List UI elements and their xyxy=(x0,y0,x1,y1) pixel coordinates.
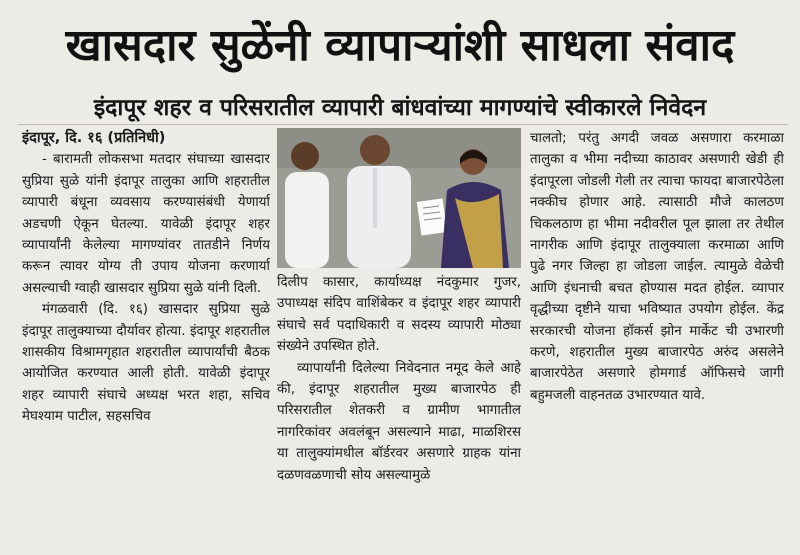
dateline: इंदापूर, दि. १६ (प्रतिनिधी) xyxy=(22,130,166,146)
paragraph-1: - बारामती लोकसभा मतदार संघाच्या खासदार सुप्रिया सुळे यांनी इंदापूर तालुका आणि शहरातील व्यापारी बंधूना व्यवसाय करण्यासंबंधी येणार्या अडचणी ऐकून घेतल्या. यावेळी इंदापूर शहर व्यापार्यांनी केलेल्या मागण्यांवर तातडीने निर्णय करून त्यावर योग्य ती उपाय योजना करणार्या असल्याची ग्वाही खासदार सुप्रिया सुळे यांनी दिली. xyxy=(22,152,270,296)
paragraph-4: व्यापार्यांनी दिलेल्या निवेदनात नमूद केले आहे की, इंदापूर शहरातील मुख्य बाजारपेठ ही परिसरातील शेतकरी व ग्रामीण भागातील नागरिकांवर अवलंबून असल्याने माढा, माळशिरस या तालुक्यांमधील बॉर्डरवर असणारे ग्राहक यांना दळणवळणाची सोय असल्यामुळे xyxy=(277,360,521,483)
column-1 xyxy=(22,128,270,553)
news-photo xyxy=(277,128,521,268)
column-2 xyxy=(277,272,521,553)
paragraph-5: चालतो; परंतु अगदी जवळ असणारा करमाळा तालुका व भीमा नदीच्या काठावर असणारी खेडी ही इंदापूरला जोडली गेली तर त्याचा फायदा बाजारपेठेला नक्कीच होणार आहे. त्यासाठी मौजे कालठण चिकलठाण हा भीमा नदीवरील पूल झाला तर तेथील नागरीक आणि इंदापूर तालुक्याला करमाळा आणि पुढे नगर जिल्हा हा जोडला जाईल. त्यामुळे वेळेची आणि इंधनाची बचत होण्यास मदत होईल. व्यापार वृद्धीच्या दृष्टीने याचा भविष्यात उपयोग होईल. केंद्र सरकारची योजना हॉकर्स झोन मार्केट ची उभारणी करणे, शहरातील मुख्य बाजारपेठ अरुंद असलेने बाजारपेठेत असणारे होमगार्ड ऑफिसचे जागी बहुमजली वाहनतळ उभारण्यात यावे. xyxy=(530,131,784,403)
dateline-para xyxy=(22,128,270,149)
headline: खासदार सुळेंनी व्यापाऱ्यांशी साधला संवाद xyxy=(65,20,735,71)
paragraph-3: दिलीप कासार, कार्याध्यक्ष नंदकुमार गुजर, उपाध्यक्ष संदिप वाशिंबेकर व इंदापूर शहर व्यापारी संघाचे सर्व पदाधिकारी व सदस्य व्यापारी मोठ्या संख्येने उपस्थित होते. xyxy=(277,275,521,355)
paragraph-2: मंगळवारी (दि. १६) खासदार सुप्रिया सुळे इंदापूर तालुक्याच्या दौर्यावर होत्या. इंदापूर शहरातील शासकीय विश्रामगृहात शहरातील व्यापार्यांची बैठक आयोजित करण्यात आली होती. यावेळी इंदापूर शहर व्यापारी संघाचे अध्यक्ष भरत शहा, सचिव मेघश्याम पाटील, सहसचिव xyxy=(22,302,270,425)
divider xyxy=(18,124,788,125)
subheadline: इंदापूर शहर व परिसरातील व्यापारी बांधवांच्या मागण्यांचे स्वीकारले निवेदन xyxy=(93,95,707,121)
column-3 xyxy=(530,128,784,553)
